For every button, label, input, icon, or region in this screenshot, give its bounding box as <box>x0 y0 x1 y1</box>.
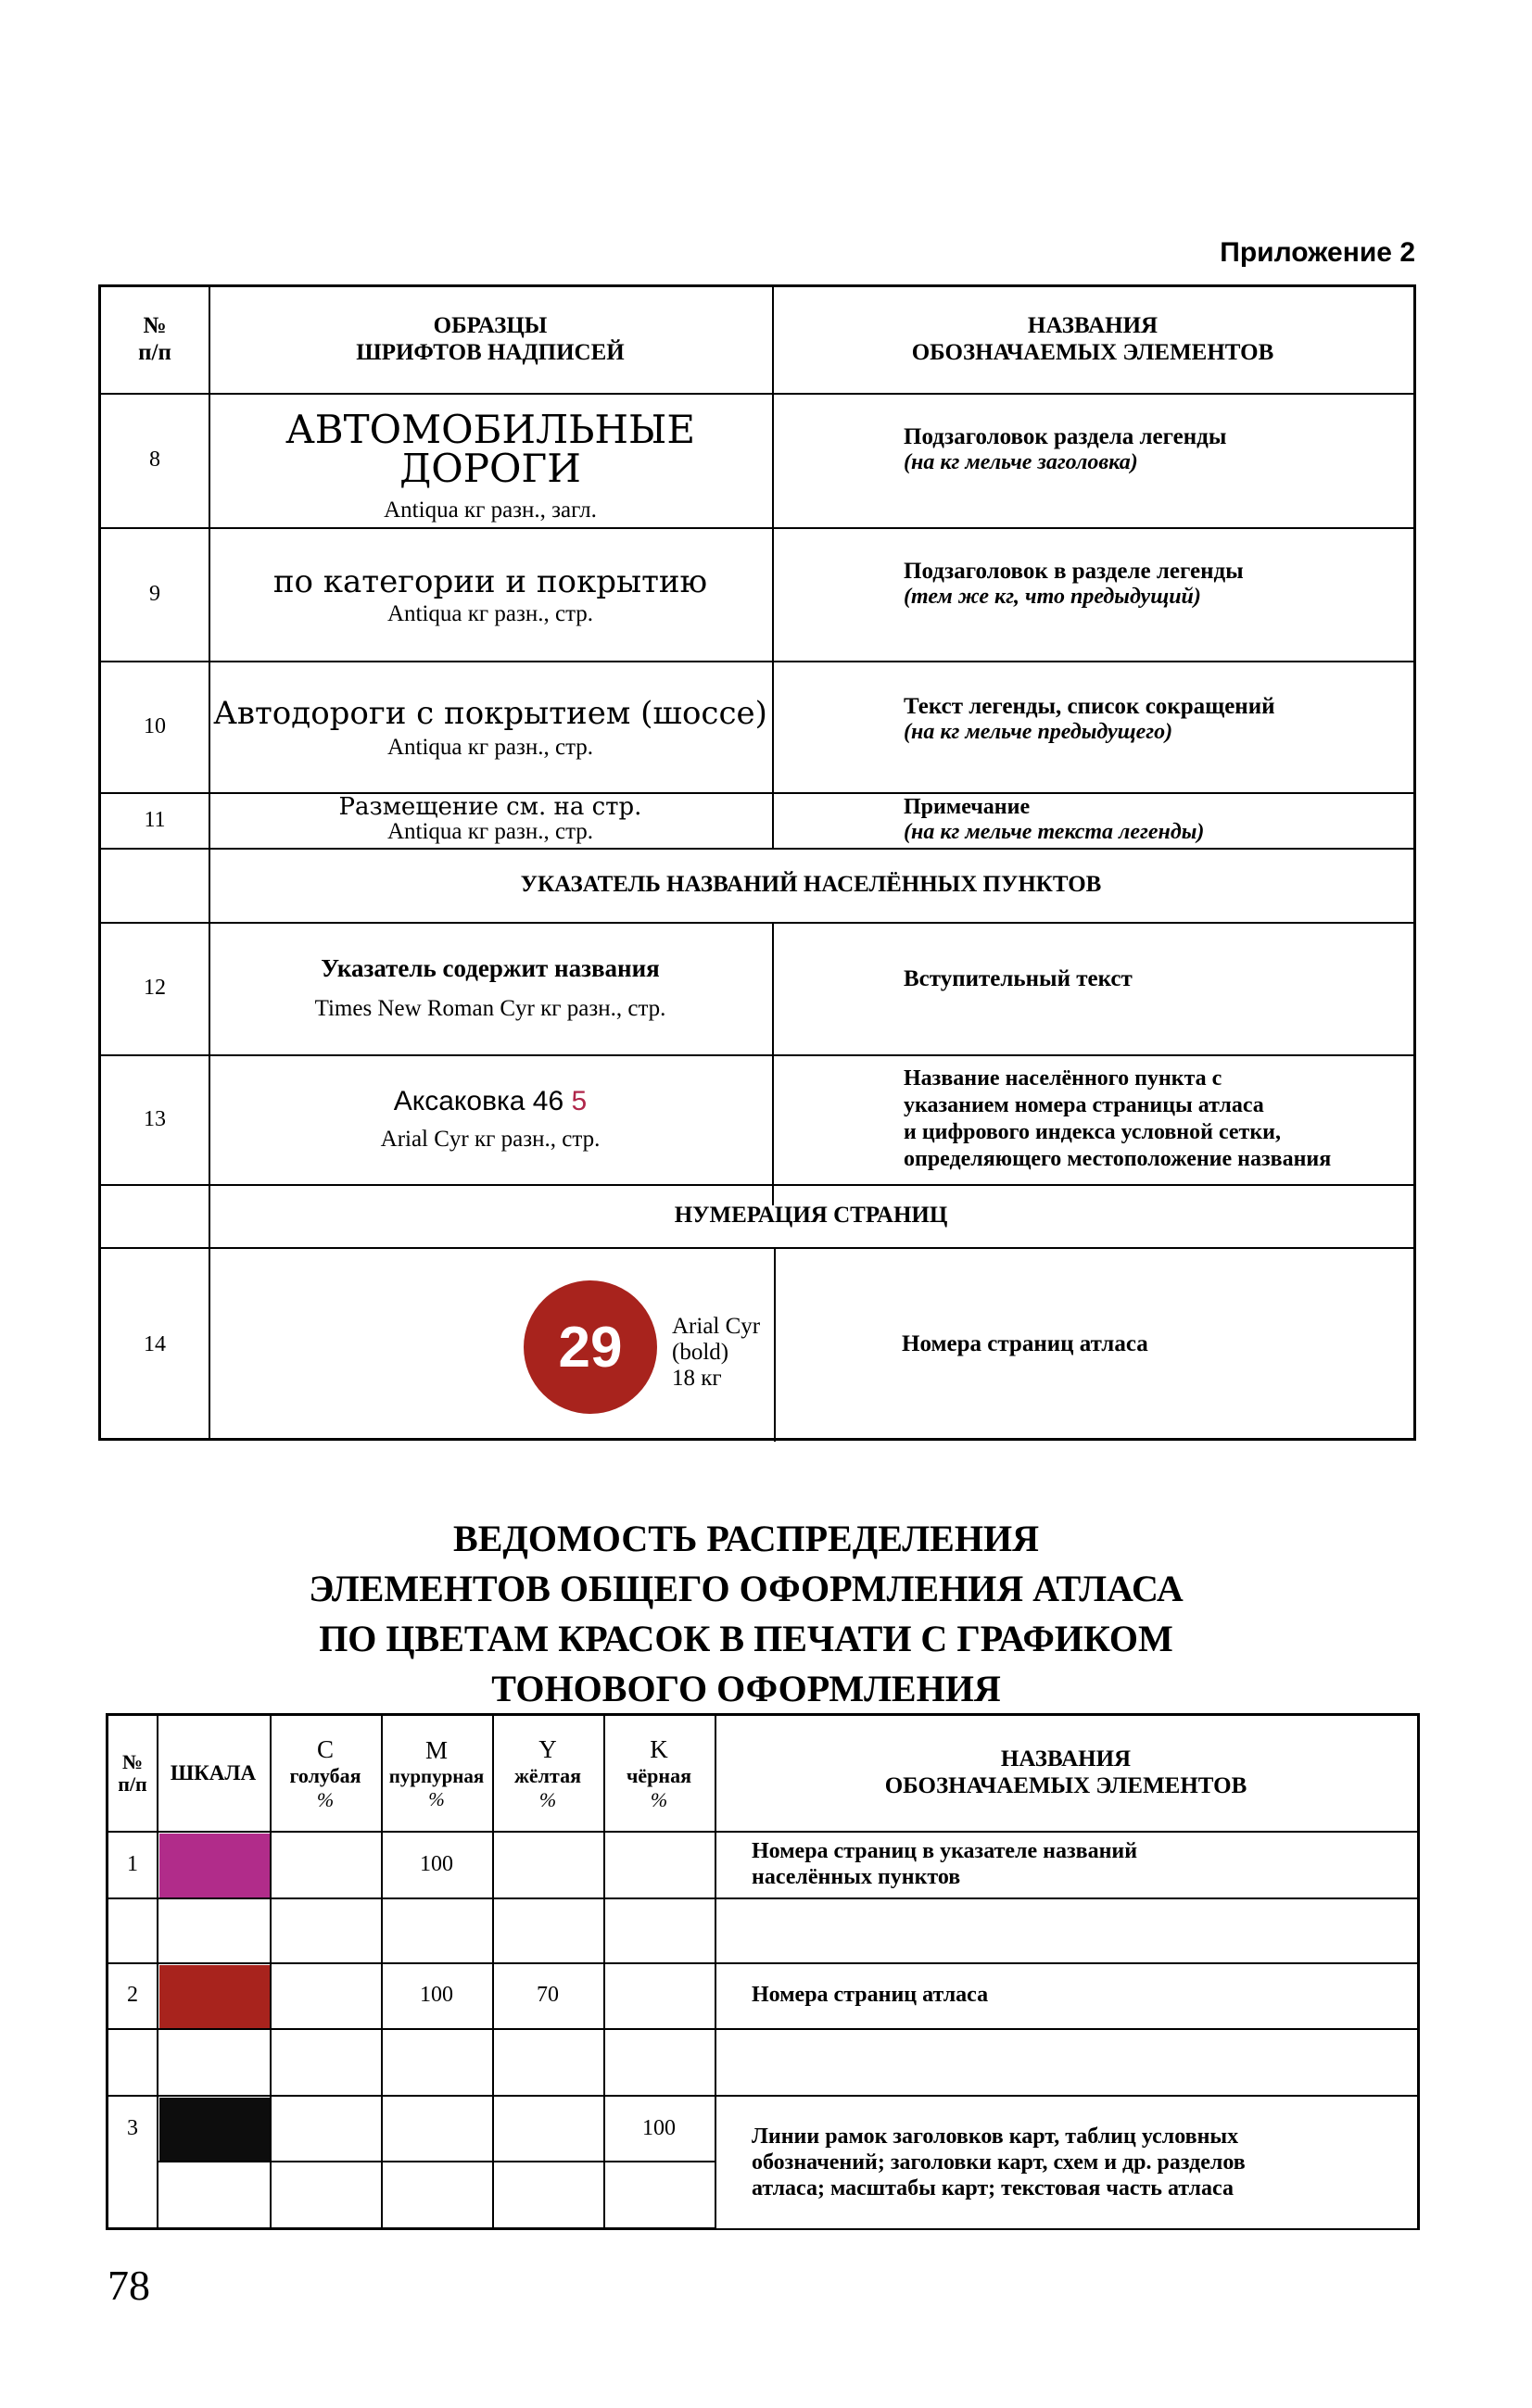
element-note: (на кг мельче текста легенды) <box>904 820 1205 844</box>
font-spec: Arial Cyr кг разн., стр. <box>380 1127 601 1152</box>
row-divider <box>108 1897 1417 1899</box>
header-black-name: чёрная <box>627 1764 691 1788</box>
color-distribution-title <box>185 1514 1307 1714</box>
element-name-line: определяющего местоположение названия <box>904 1147 1332 1171</box>
font-sample: АВТОМОБИЛЬНЫЕ ДОРОГИ <box>285 406 695 491</box>
element-name-cell <box>715 2095 1417 2230</box>
element-name-cell <box>772 393 1413 527</box>
title-line: ТОНОВОГО ОФОРМЛЕНИЯ <box>491 1668 1001 1709</box>
header-names-line2: ОБОЗНАЧАЕМЫХ ЭЛЕМЕНТОВ <box>911 340 1274 365</box>
yellow-value <box>492 1831 603 1897</box>
row-num: 3 <box>127 2115 138 2140</box>
row-num: 11 <box>144 807 166 832</box>
header-names <box>715 1716 1417 1831</box>
color-swatch-magenta <box>159 1834 270 1897</box>
cyan-value <box>270 1831 381 1897</box>
magenta-value: 100 <box>420 1983 453 2007</box>
header-yellow-unit: % <box>538 1787 557 1811</box>
title-line: ЭЛЕМЕНТОВ ОБЩЕГО ОФОРМЛЕНИЯ АТЛАСА <box>309 1568 1184 1609</box>
element-name-cell <box>772 792 1413 848</box>
header-names-line1: НАЗВАНИЯ <box>1027 313 1158 339</box>
magenta-value <box>381 2095 492 2162</box>
header-names-line2: ОБОЗНАЧАЕМЫХ ЭЛЕМЕНТОВ <box>884 1773 1247 1798</box>
header-magenta <box>381 1716 492 1831</box>
header-black <box>603 1716 715 1831</box>
page-number: 78 <box>108 2262 150 2309</box>
element-name-cell <box>715 1831 1417 1897</box>
header-yellow <box>492 1716 603 1831</box>
header-samples-line2: ШРИФТОВ НАДПИСЕЙ <box>356 340 625 365</box>
element-name-cell <box>772 661 1413 792</box>
black-value <box>603 1831 715 1897</box>
element-name-cell <box>772 922 1413 1054</box>
element-name-cell <box>772 527 1413 661</box>
index-sample-page: 5 <box>571 1086 588 1116</box>
black-value: 100 <box>642 2115 676 2140</box>
yellow-value: 70 <box>537 1983 559 2007</box>
header-cyan <box>270 1716 381 1831</box>
element-note: (на кг мельче предыдущего) <box>904 720 1173 744</box>
font-sample-cell <box>209 661 772 792</box>
row-num: 1 <box>127 1851 138 1876</box>
element-name-line: Номера страниц в указателе названий <box>752 1839 1138 1863</box>
color-swatch-red <box>159 1965 270 2028</box>
appendix-label: Приложение 2 <box>1220 237 1415 268</box>
row-num: 14 <box>144 1331 166 1356</box>
header-num <box>101 287 209 393</box>
yellow-value <box>492 2095 603 2162</box>
element-name-line: и цифрового индекса условной сетки, <box>904 1120 1282 1144</box>
font-sample: Указатель содержит названия <box>321 954 660 982</box>
element-name-cell <box>772 1054 1413 1184</box>
page-number-badge-text: 29 <box>558 1315 623 1380</box>
row-num: 2 <box>127 1983 138 2007</box>
font-sample-cell <box>209 792 772 848</box>
cyan-value <box>270 1962 381 2028</box>
index-sample-name: Аксаковка 46 <box>393 1086 564 1116</box>
element-name: Подзаголовок раздела легенды <box>904 424 1227 449</box>
font-spec: Antiqua кг разн., стр. <box>386 819 594 844</box>
color-table <box>106 1713 1420 2230</box>
badge-font-spec-line2: 18 кг <box>672 1366 722 1391</box>
element-name-line: обозначений; заголовки карт, схем и др. разделов <box>752 2150 1246 2175</box>
element-name-cell <box>715 1962 1417 2028</box>
title-line: ПО ЦВЕТАМ КРАСОК В ПЕЧАТИ С ГРАФИКОМ <box>319 1618 1173 1659</box>
header-cyan-unit: % <box>316 1787 335 1811</box>
header-magenta-name: пурпурная <box>388 1765 485 1788</box>
element-name-line: указанием номера страницы атласа <box>904 1093 1264 1117</box>
element-name-cell <box>774 1247 1413 1442</box>
page-number-badge <box>524 1280 657 1414</box>
header-magenta-letter: M <box>424 1736 448 1765</box>
row-divider <box>108 2028 1417 2030</box>
index-sample <box>394 1086 587 1117</box>
font-spec: Times New Roman Cyr кг разн., стр. <box>314 996 666 1021</box>
element-name-line: населённых пунктов <box>752 1865 961 1889</box>
header-cyan-name: голубая <box>289 1764 361 1788</box>
element-name: Подзаголовок в разделе легенды <box>904 559 1244 584</box>
element-name-line: атласа; масштабы карт; текстовая часть атласа <box>752 2176 1234 2200</box>
font-sample-cell <box>209 393 772 527</box>
font-sample: по категории и покрытию <box>272 563 708 600</box>
header-num <box>108 1716 157 1831</box>
header-samples <box>209 287 772 393</box>
header-scale: ШКАЛА <box>170 1761 257 1784</box>
element-note: (на кг мельче заголовка) <box>904 450 1138 474</box>
font-sample: Автодороги с покрытием (шоссе) <box>213 695 767 732</box>
font-spec: Antiqua кг разн., стр. <box>386 601 594 626</box>
font-spec: Antiqua кг разн., загл. <box>384 497 597 523</box>
font-sample-cell <box>209 922 772 1054</box>
font-spec: Antiqua кг разн., стр. <box>386 735 594 760</box>
magenta-value: 100 <box>420 1851 453 1876</box>
row-num: 9 <box>149 581 160 606</box>
font-sample-cell <box>209 527 772 661</box>
title-line: ВЕДОМОСТЬ РАСПРЕДЕЛЕНИЯ <box>453 1518 1039 1559</box>
element-name: Вступительный текст <box>904 966 1133 991</box>
row-num: 13 <box>144 1106 166 1131</box>
font-sample-cell <box>209 1247 774 1442</box>
font-samples-table <box>98 284 1416 1441</box>
badge-font-spec <box>672 1314 774 1392</box>
header-yellow-name: жёлтая <box>513 1764 582 1788</box>
element-name-line: Название населённого пункта с <box>904 1066 1222 1091</box>
section-index-heading: УКАЗАТЕЛЬ НАЗВАНИЙ НАСЕЛЁННЫХ ПУНКТОВ <box>520 872 1102 897</box>
header-samples-line1: ОБРАЗЦЫ <box>433 313 548 339</box>
header-cyan-letter: C <box>316 1735 334 1764</box>
font-sample: Размещение см. на стр. <box>338 793 642 821</box>
row-num: 8 <box>149 448 160 472</box>
color-swatch-black <box>159 2098 270 2161</box>
element-note: (тем же кг, что предыдущий) <box>904 585 1201 609</box>
cyan-value <box>270 2095 381 2162</box>
header-num-line2: п/п <box>118 1772 147 1796</box>
element-name: Примечание <box>904 795 1031 819</box>
header-black-letter: K <box>650 1735 668 1764</box>
row-num: 12 <box>144 976 166 1000</box>
font-sample-cell <box>209 1054 772 1184</box>
row-num: 10 <box>144 713 166 738</box>
header-num-line2: п/п <box>138 340 171 365</box>
element-name-line: Линии рамок заголовков карт, таблиц условных <box>752 2124 1239 2149</box>
header-num-line1: № <box>143 313 167 339</box>
header-black-unit: % <box>650 1787 668 1811</box>
black-value <box>603 1962 715 2028</box>
header-names-line1: НАЗВАНИЯ <box>1000 1746 1132 1772</box>
element-name: Номера страниц атласа <box>902 1331 1148 1356</box>
element-name-line: Номера страниц атласа <box>752 1983 989 2007</box>
element-name: Текст легенды, список сокращений <box>904 694 1275 719</box>
header-yellow-letter: Y <box>538 1735 557 1764</box>
header-magenta-unit: % <box>428 1787 445 1810</box>
header-num-line1: № <box>121 1749 144 1773</box>
header-names <box>772 287 1413 393</box>
section-pages-heading: НУМЕРАЦИЯ СТРАНИЦ <box>674 1203 948 1228</box>
badge-font-spec-line1: Arial Cyr (bold) <box>672 1314 761 1365</box>
